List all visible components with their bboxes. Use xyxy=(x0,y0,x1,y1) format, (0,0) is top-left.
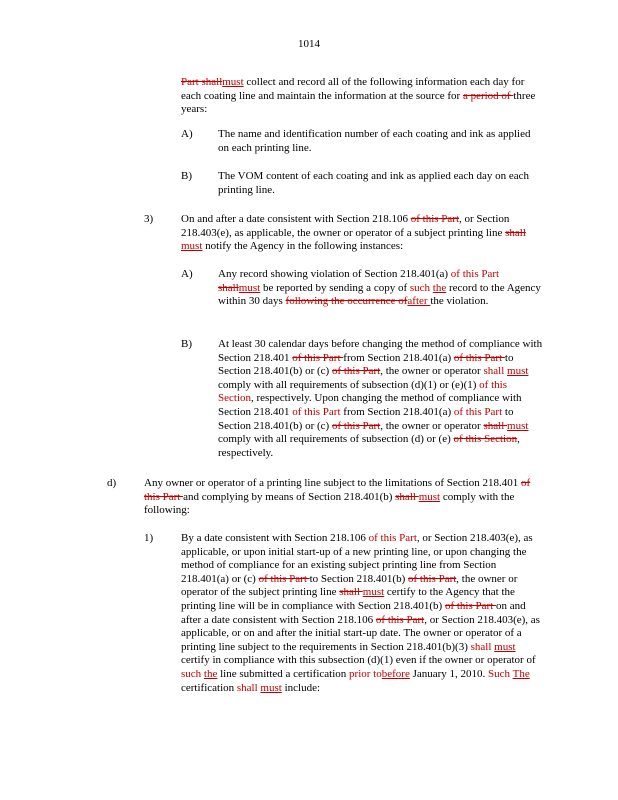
inserted-text: before xyxy=(381,667,410,680)
marked-text: such xyxy=(181,667,204,680)
text: The name and identification number of each coating and ink as applied on each printing line. xyxy=(218,128,531,154)
text: to Section 218.401(b) or (c) xyxy=(218,351,514,378)
text: comply with all requirements of subsection (d)(1) or (e)(1) xyxy=(218,378,480,391)
paragraph-c2A xyxy=(218,128,533,155)
deleted-text: shall xyxy=(483,419,508,432)
inserted-text: must xyxy=(362,586,385,599)
text: On and after a date consistent with Section 218.106 xyxy=(181,213,411,225)
inserted-text: after xyxy=(407,295,431,308)
marked-text: of this Part xyxy=(368,532,417,544)
deleted-text: of this Part xyxy=(258,572,310,585)
inserted-text: the xyxy=(203,667,218,680)
deleted-text: shall xyxy=(339,586,363,599)
text: , the owner or operator xyxy=(380,365,484,378)
deleted-text: of this Part xyxy=(292,351,344,364)
text: on and after a date consistent with Section 218.106 xyxy=(181,599,526,626)
text: , respectively. Upon changing the method of compliance with Section 218.401 xyxy=(218,392,522,418)
inserted-text: must xyxy=(222,76,244,88)
paragraph-c3B xyxy=(218,338,543,460)
label-c3 xyxy=(144,213,153,227)
paragraph-c3A xyxy=(218,268,543,309)
inserted-text: must xyxy=(418,490,441,503)
label-c2B xyxy=(181,170,192,184)
text: 3) xyxy=(144,213,154,225)
deleted-text: of this Part xyxy=(444,599,496,612)
text: , respectively. xyxy=(218,433,520,459)
marked-text: of this Part xyxy=(450,268,500,280)
inserted-text: must xyxy=(494,640,516,653)
text: certify in compliance with this subsection (d)(1) even if the owner or operator of xyxy=(181,654,536,667)
page-number: 1014 xyxy=(298,38,320,50)
text: , the owner or operator xyxy=(380,419,484,432)
inserted-text: the xyxy=(432,281,447,294)
paragraph-c3 xyxy=(181,213,543,254)
paragraph-d xyxy=(144,477,536,518)
text: line submitted a certification xyxy=(217,667,350,680)
text: At least 30 calendar days before changing the method of compliance with Section 218.401 xyxy=(218,338,543,364)
text: , or Section 218.403(e), as applicable, the owner or operator of a subject printing line xyxy=(181,213,510,239)
text: notify the Agency in the following instances: xyxy=(202,240,404,253)
text: B) xyxy=(181,338,192,350)
text: Any owner or operator of a printing line subject to the limitations of Section 218.401 xyxy=(144,477,521,489)
text: include: xyxy=(281,681,321,694)
marked-text: of this Part xyxy=(292,405,341,418)
marked-text: Such xyxy=(488,667,513,680)
inserted-text: must xyxy=(507,365,529,378)
paragraph-d1 xyxy=(181,532,543,695)
text: January 1, 2010. xyxy=(409,667,489,680)
text: Any record showing violation of Section 218.401(a) xyxy=(218,268,451,280)
text: B) xyxy=(181,170,192,182)
text: , or Section 218.403(e), as applicable, or upon initial start-up of a new printing line, or upon changing the method of compliance for an existing subject printing line from Section 218.401(a) or (c) xyxy=(181,532,533,585)
inserted-text: must xyxy=(238,281,261,294)
deleted-text: of this Part xyxy=(410,213,460,225)
paragraph-intro xyxy=(181,76,541,117)
text: be reported by sending a copy of xyxy=(260,281,410,294)
text: from Section 218.401(a) xyxy=(340,405,454,418)
text: , or Section 218.403(e), as applicable, or on and after the initial start-up date. The owner or operator of a printing line subject to the requirements in Section 218.401(b)(3) xyxy=(181,613,540,653)
text: comply with the following: xyxy=(144,490,515,517)
deleted-text: shall xyxy=(218,281,239,294)
marked-text: shall xyxy=(483,365,508,378)
deleted-text: shall xyxy=(505,226,526,239)
deleted-text: of this Part xyxy=(331,419,381,432)
deleted-text: of this Part xyxy=(144,477,531,503)
text: collect and record all of the following information each day for each coating line and maintain the information at the source for xyxy=(181,76,525,102)
deleted-text: of this Section xyxy=(453,433,518,446)
text: A) xyxy=(181,268,193,280)
label-d1 xyxy=(144,532,153,546)
text: record to the Agency within 30 days xyxy=(218,281,541,308)
inserted-text: must xyxy=(181,240,203,253)
text: certification xyxy=(181,681,237,694)
text: d) xyxy=(107,477,117,489)
deleted-text: of this Part xyxy=(331,365,381,378)
text: The VOM content of each coating and ink as applied each day on each printing line. xyxy=(218,170,530,196)
text: comply with all requirements of subsection (d) or (e) xyxy=(218,433,454,446)
marked-text: such xyxy=(409,281,433,294)
marked-text: of this Part xyxy=(453,405,503,418)
label-d xyxy=(107,477,116,491)
inserted-text: The xyxy=(512,667,530,680)
label-c2A xyxy=(181,128,193,142)
text: and complying by means of Section 218.401(b) xyxy=(183,490,396,503)
marked-text: prior to xyxy=(349,667,382,680)
deleted-text: of this Part xyxy=(375,613,425,626)
text: to Section 218.401(b) xyxy=(309,572,409,585)
label-c3A xyxy=(181,268,193,282)
text: the violation. xyxy=(430,295,489,308)
text: , the owner or operator of the subject printing line xyxy=(181,572,518,599)
inserted-text: must xyxy=(260,681,282,694)
deleted-text: following the occurrence of xyxy=(285,295,408,308)
text: By a date consistent with Section 218.106 xyxy=(181,532,369,544)
text: three years: xyxy=(181,89,536,116)
text: 1) xyxy=(144,532,154,544)
text: from Section 218.401(a) xyxy=(343,351,454,364)
marked-text: of this Section xyxy=(218,378,507,405)
marked-text: shall xyxy=(236,681,261,694)
label-c3B xyxy=(181,338,192,352)
text: certify to the Agency that the printing line will be in compliance with Section 218.401(b) xyxy=(181,586,515,612)
deleted-text: Part shall xyxy=(181,76,223,88)
marked-text: shall xyxy=(470,640,495,653)
text: to Section 218.401(b) or (c) xyxy=(218,405,514,432)
text: A) xyxy=(181,128,193,140)
deleted-text: shall xyxy=(395,490,419,503)
paragraph-c2B xyxy=(218,170,540,197)
deleted-text: of this Part xyxy=(453,351,505,364)
deleted-text: of this Part xyxy=(408,572,457,585)
inserted-text: must xyxy=(507,419,529,432)
deleted-text: a period of xyxy=(462,89,514,102)
